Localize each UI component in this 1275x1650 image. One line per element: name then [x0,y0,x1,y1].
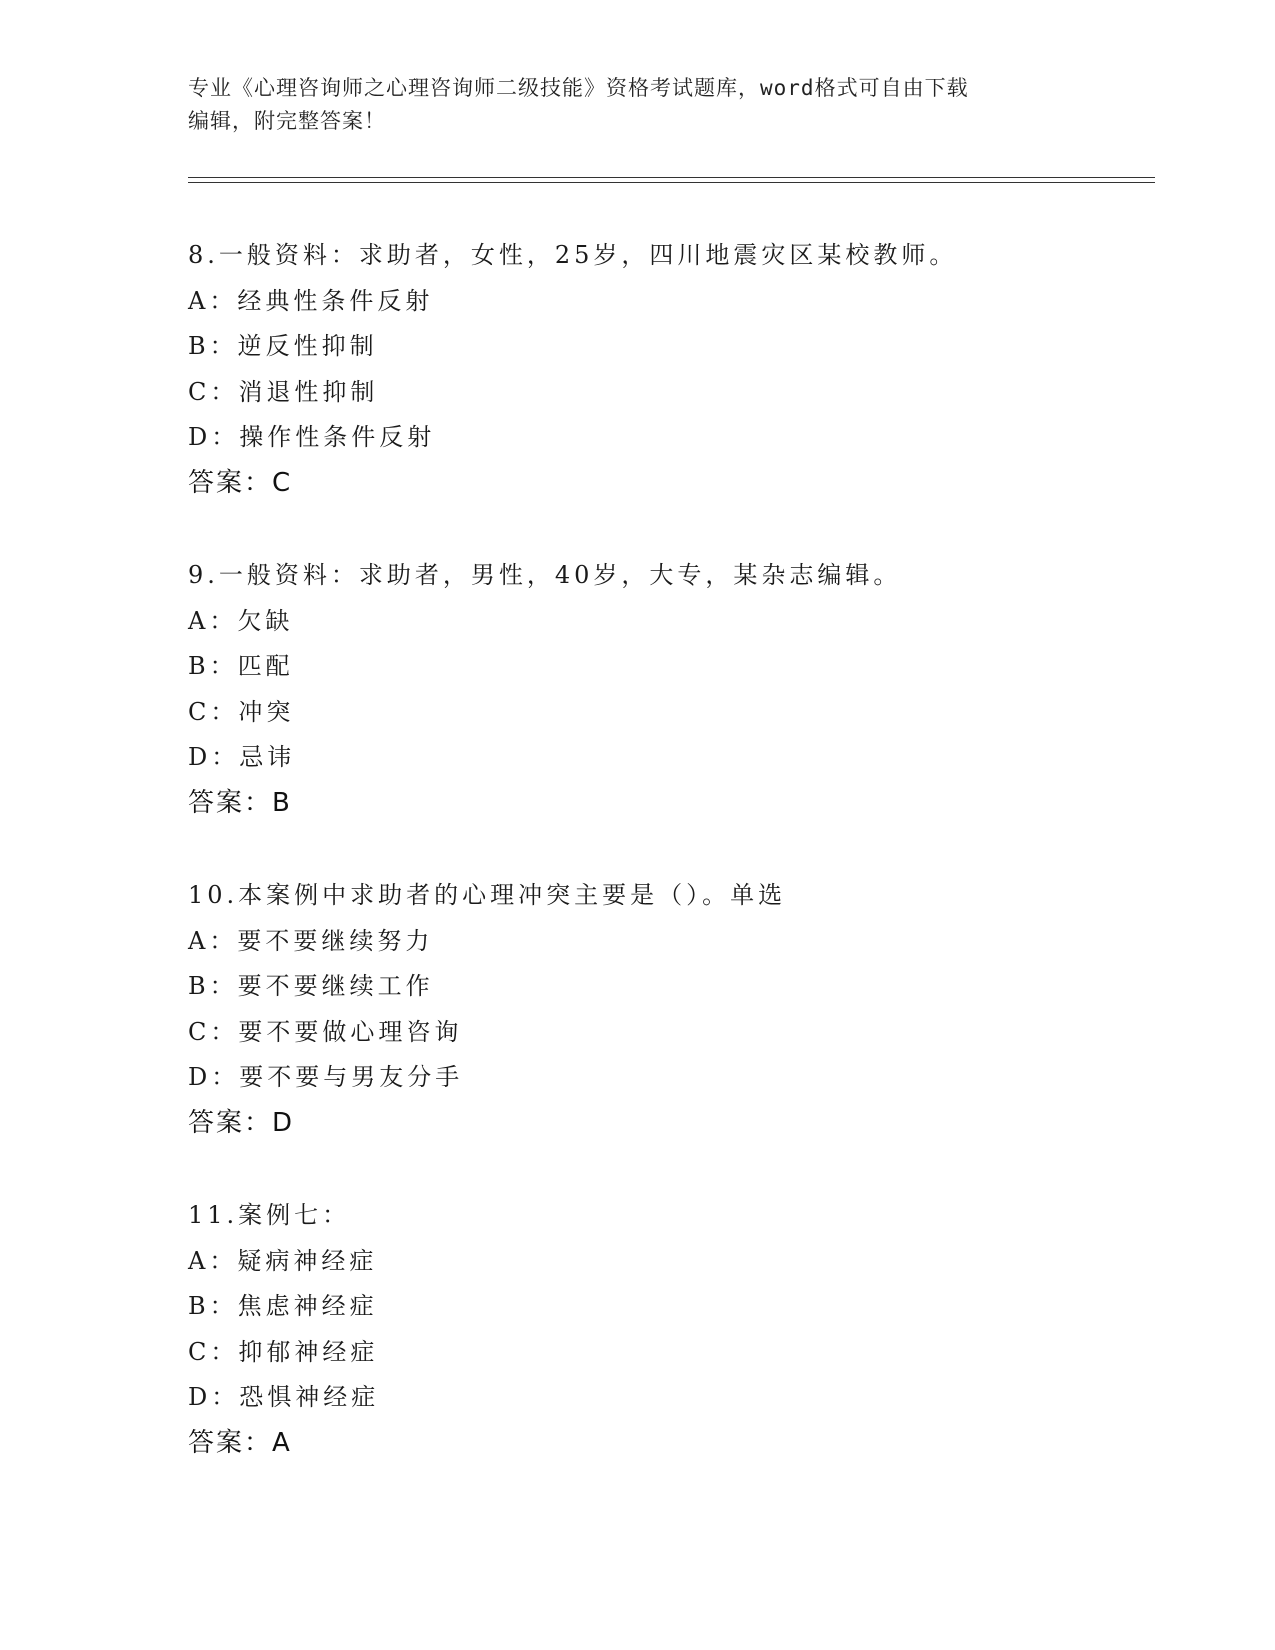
question-stem: 11.案例七： [188,1201,351,1229]
question-stem: 9.一般资料：求助者，男性，40岁，大专，某杂志编辑。 [188,561,902,589]
option-a: A：经典性条件反射 [188,286,434,315]
option-b: B：匹配 [188,652,294,680]
option-b: B：要不要继续工作 [188,972,434,1000]
question-stem: 8.一般资料：求助者，女性，25岁，四川地震灾区某校教师。 [188,241,958,269]
answer-line: 答案：C [188,467,293,498]
option-a: A：要不要继续努力 [188,926,434,955]
option-d: D：忌讳 [188,743,296,771]
question-9 [188,553,1148,826]
option-b: B：逆反性抑制 [188,332,378,360]
option-c: C：冲突 [188,697,295,726]
option-d: D：要不要与男友分手 [188,1063,464,1091]
option-b: B：焦虑神经症 [188,1292,378,1320]
question-10 [188,873,1148,1146]
option-c: C：消退性抑制 [188,377,379,406]
option-c: C：要不要做心理咨询 [188,1017,463,1046]
header-divider-bottom [188,182,1155,183]
header-line-1: 专业《心理咨询师之心理咨询师二级技能》资格考试题库，word格式可自由下载 [188,76,969,100]
option-a: A：疑病神经症 [188,1246,378,1275]
document-header [188,72,1088,138]
question-8 [188,233,1148,506]
option-a: A：欠缺 [188,606,294,635]
answer-line: 答案：B [188,787,292,818]
header-line-2: 编辑，附完整答案！ [188,109,386,133]
answer-line: 答案：A [188,1427,292,1458]
answer-line: 答案：D [188,1107,295,1138]
option-d: D：操作性条件反射 [188,423,436,451]
question-stem: 10.本案例中求助者的心理冲突主要是（）。单选 [188,881,787,909]
option-c: C：抑郁神经症 [188,1337,379,1366]
header-divider-top [188,177,1155,178]
option-d: D：恐惧神经症 [188,1383,380,1411]
question-11 [188,1193,1148,1466]
